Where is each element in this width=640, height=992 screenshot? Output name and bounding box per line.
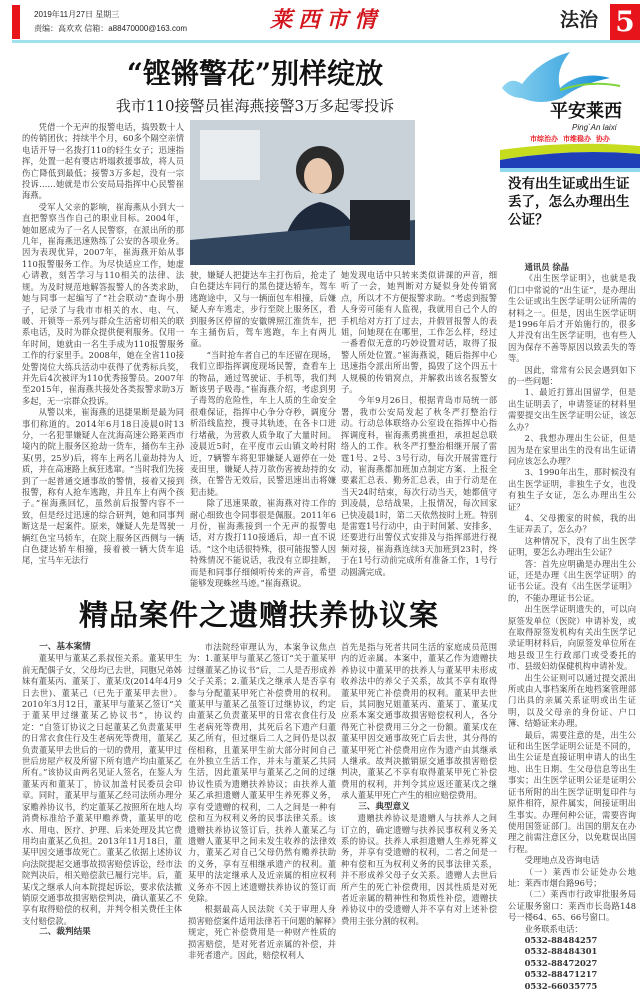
right-article-title: 没有出生证或出生证丢了，怎么办理出生公证？ [508,176,630,228]
paragraph: 她发现电话中只转来类似讲课的声音，细听了一会，她判断对方疑似身处传销窝点，所以才不方便报警求助。“考虑到报警人身旁可能有人监视，我就用自己个人的手机给对方打了过去，并假冒报警人的表姐，问她现在在哪里，工作怎么样，经过一番看似无意的巧妙设置对话，取得了报警人所处位置。”崔海燕说，随后指挥中心迅速指令派出所出警，捣毁了这个四五十人规模的传销窝点，并解救出该名报警女子。 [341,270,497,395]
section-heading: 三、典型意义 [358,801,410,812]
right-article-body [508,262,636,991]
paragraph: （二）莱西市行政审批服务局公证服务窗口：莱西市长岛路148号一楼64、65、66号窗口。 [508,889,636,923]
paragraph: 首先是指与死者共同生活的家庭成员范围内的近亲属。本案中，董某乙作为遗赠扶养协议中董某甲的扶养人与董某甲未形成收养法中的养父子关系，故其不享有取得董某甲死亡补偿费用的权利。董某甲去世后，其同胞兄姐董某丙、董某丁、董某戊应系本案交通事故损害赔偿权利人，各分得死亡补偿费用三分之一份额。董某戊在董某甲因交通事故死亡后去世，其分得的董某甲死亡补偿费用应作为遗产由其继承人继承。故判决撤销原交通事故损害赔偿判决，董某乙不享有取得董某甲死亡补偿费用的权利，并判令其应返还董某戊之继承人董某甲死亡产生的相应赔偿费用。 [341,642,497,801]
logo-pinyin: Ping`An laixi [572,123,617,132]
page-number: 5 [610,4,640,40]
paragraph: 业务联系电话： [524,923,583,934]
paragraph: 出生公证则可以通过提交派出所或由人事档案所在地档案管理部门出具的亲属关系证明或出生证明，以及父母亲的身份证、户口簿、结婚证来办理。 [508,672,636,729]
paragraph: （一）莱西市公证处办公地址：莱西市烟台路96号； [508,866,636,888]
paragraph: 答：首先应明确是办理出生公证，还是办理《出生医学证明》的证书公证。没有《出生医学证明》的，不能办理证书公证。 [508,558,636,603]
issue-date: 2019年11月27日 星期三 [34,10,120,19]
paragraph: 4、父母搬家的时候，我的出生证弄丢了，怎么办？ [508,512,636,535]
phone-number: 0532-88484301 [524,946,598,957]
paragraph: 除了迅速果敢，崔海燕对待工作的耐心细致也令同事很是佩服。2011年6月份，崔海燕接到一个无声的报警电话，对方拨打110接通后，却一直不说话。“这个电话很特殊，很可能报警人因特殊情况不能说话，我没有立即挂断，而是和同事仔细倾听传来的声音，希望能够发现蛛丝马迹。”崔海燕说。 [190,498,336,588]
paragraph: 最后，需要注意的是，出生公证和出生医学证明公证是不同的，出生公证是直接证明申请人的出生地、出生日期、生父母信息等出生事实；出生医学证明公证是证明公证书所附的出生医学证明复印件与原件相符，原件属实，间接证明出生事实。办理何种公证，需要咨询使用国签证部门。出国的朋友在办理之前需注意区分，以免耽误出国行程。 [508,729,636,854]
article2-title: 精品案件之遗赠扶养协议案 [78,598,439,632]
logo-title: 平安莱西 [550,101,622,121]
paragraph: 受理地点及咨询电话 [524,855,600,866]
photo-image [190,120,415,265]
paragraph: “当时抢车者自己的车还留在现场，我们立即指挥调度现场民警，查看车上的物品，通过驾驶证、手机等，我们判断该男子吸毒。”崔海燕介绍，考虑到男子毒驾的危险性，车上人质的生命安全很难保证，指挥中心争分夺秒，调度分析沿线监控，搜寻其轨迹，在各卡口进行堵截，为营救人质争取了大量时间。凌晨近5时，在平度市云山镇文岭村附近，7辆警车将犯罪嫌疑人逼停在一处麦田里，嫌疑人持刀欲伤害被劫持的女孩，在警告无效后，民警迅速出击将嫌犯击毙。 [190,349,336,497]
masthead: 莱西市情 [270,7,383,33]
article2-column-3 [341,642,497,942]
paragraph: 1、最近打算出国留学，但是出生证明丢了，申请签证的材料里需要提交出生医学证明公证，该怎么办？ [508,387,636,432]
article2-column-1 [22,642,182,942]
paragraph: 3、1990年出生，那时候没有出生医学证明，非独生子女，也没有独生子女证，怎么办理出生公证？ [508,467,636,512]
paragraph: 驶，嫌疑人把捷达车主打伤后，抢走了白色捷达车同行的黑色捷达轿车，驾车逃跑途中，又与一辆面包车相撞，后嫌疑人弃车逃走，步行至院上服务区，看到服务区停留的安徽牌照江淮货车，把车主捅伤后，驾车逃跑，车上有两儿童。 [190,270,336,349]
header-meta [34,8,187,36]
paragraph: 根据最高人民法院《关于审理人身损害赔偿案件适用法律若干问题的解释》规定，死亡补偿费用是一种财产性质的损害赔偿，是对死者近亲属的补偿，并非死者遗产。因此，赔偿权利人 [188,904,336,960]
article1-title: “铿锵警花”别样绽放 [126,57,384,90]
paragraph: 2、我想办理出生公证，但是因为是在家里出生的没有出生证请问应该怎么办理？ [508,433,636,466]
section-heading: 一、基本案情 [39,642,91,652]
paragraph: 这种情况下，没有了出生医学证明，要怎么办理出生公证？ [508,535,636,558]
photo-operator-at-desk [190,120,415,265]
article2-column-2 [188,642,336,960]
paragraph: 因此，常常有公民会遇到如下的一些问题： [508,364,636,387]
paragraph: 从警以来，崔海燕的迅捷果断是最为同事们称道的。2014年6月18日凌晨0时13分，一名犯罪嫌疑人在沈海高速公路莱西市境内的院上服务区抢劫一货车，捅伤车主孙某(男，25岁)后，将车上两名儿童劫持为人质，并在高速路上疯狂逃窜。“当时我们先接到了一起普通交通事故的警情，接着又接到报警，称有人抢车逃跑，并且车上有两个孩子。”崔海燕回忆，虽然前后报警内容不一致，但是经过迅速的综合研判，她和同事判断这是一起案件。原来，嫌疑人先是驾驶一辆红色宝马轿车，在院上服务区西侧与一辆白色捷达轿车相撞，接着被一辆大货车追尾，宝马车无法行 [22,407,184,566]
byline: 通讯员 徐晶 [524,262,569,272]
ping-an-laixi-logo [500,44,640,172]
article1-column-2 [190,270,336,588]
section-name: 法治 [560,10,599,31]
logo-org: 市综治办 市维稳办 协办 [530,136,610,143]
paragraph: 董某甲与董某乙系叔侄关系。董某甲生前无配偶子女，父母均已去世，同胞兄弟姊妹有董某丙、董某丁、董某戊(2014年4月9日去世)、董某己（已先于董某甲去世）。2010年3月12日，董某甲与董某乙签订“关于董某甲过继董某乙协议书”，协议约定：“自签订协议之日起董某乙负责董某甲的日常衣食住行及生老病死等费用，董某乙负责董某甲去世后的一切的费用，董某甲过世后房屋产权及所留下所有遗产均由董某乙所有。”该协议由两名见证人签名，在鉴人为董某丙和董某丁，协议加盖村民委员会印章。同时，董某甲与董某乙经司法所办理分家赡养协议书，约定董某乙按照所在地人均消费标准给予董某甲赡养费，董某甲的吃水、用电、医疗、护理、后来处理及其它费用均由董某乙负担。2013年11月18日，董某甲因交通事故死亡。董某乙依据上述协议向法院提起交通事故损害赔偿诉讼，经市法院判决后，相关赔偿款已履行完毕。后，董某戊之继承人向本院提起诉讼，要求依法撤销原交通事故损害赔偿判决，确认董某乙不享有取得赔偿的权利，并判令相关费任主体支付赔偿款。 [22,653,182,926]
phone-number: 0532-88472027 [524,957,598,968]
paragraph: 凭借一个无声的报警电话，捣毁数十人的传销团伙；持续半个月，60多个隔空亲情电话开导一名拨打110的轻生女子；迅速指挥，处置一起有婴店坍塌救援事故，将人员伤亡降低到最低；接警3万多起，没有一宗投诉……她就是市公安局局指挥中心民警崔海燕。 [22,122,184,201]
paragraph: 出生医学证明遗失的，可以向原签发单位（医院）申请补发，或在取得原签发机构有关出生医学记录证明材料后，向原签发单位所在地县级卫生行政部门或受委托的市、县级妇幼保健机构申请补发。 [508,604,636,672]
article1-column-1 [22,122,184,587]
paragraph: 《出生医学证明》，也就是我们口中常说的“出生证”，是办理出生公证或出生医学证明公证所需的材料之一。但是，因出生医学证明是1996年后才开始施行的，很多人并没有出生医学证明，也有些人因为保存不善等原因以致丢失的等等。 [508,273,636,364]
paragraph: 市法院经审理认为，本案争议焦点为：1.董某甲与董某乙签订“关于董某甲过继董某乙协议书”后，二人是否形成养父子关系；2.董某戊之继承人是否享有参与分配董某甲死亡补偿费用的权利。董某甲与董某乙虽签订过继协议，约定由董某乙负责董某甲的日常衣食住行及生老病死等费用，其死后名下遗产归董某乙所有，但过继后二人之间仍是以叔侄相称，且董某甲生前大部分时间自己在外独立生活工作，并未与董某乙共同生活，因此董某甲与董某乙之间的过继协议性质为遗赠扶养协议；由扶养人董某乙承担遗赠人董某甲生养死葬义务，享有受遗赠的权利，二人之间是一种有偿和互为权利义务的民事法律关系。该遗赠扶养协议签订后，扶养人董某乙与遗赠人董某甲之间未发生收养的法律效力，董某乙对自己父母仍然有赡养扶助的义务，享有互相继承遗产的权利。董某甲的法定继承人及近亲属的相应权利义务亦不因上述遗赠扶养协议的签订而免除。 [188,642,336,903]
paragraph: 遗赠扶养协议是遗赠人与扶养人之间订立的，确定遗赠与扶养民事权利义务关系的协议。扶养人承担遗赠人生养死葬义务，并享有受遗赠的权利，二者之间是一种有偿和互为权利义务的民事法律关系，并不形成养父母子女关系。遗赠人去世后所产生的死亡补偿费用，因其性质是对死者近亲属的精神性和物质性补偿，遗赠扶养协议中的受遗赠人并不享有对上述补偿费用主张分割的权利。 [341,813,497,926]
phone-number: 0532-88471217 [524,969,598,980]
phone-list [508,935,636,992]
section-heading: 二、裁判结果 [39,927,91,938]
phone-number: 0532-88484257 [524,934,598,945]
phone-number: 0532-66035775 [524,980,598,991]
article1-subtitle: 我市110接警员崔海燕接警3万多起零投诉 [115,97,395,115]
header-rule [12,40,640,43]
editor-info: 责编：高欢欢 信箱：a88470000@163.com [34,24,188,33]
article1-column-3 [341,270,497,577]
header-red-bar [12,5,20,39]
paragraph: 受军人父亲的影响，崔海燕从小到大一直把警察当作自己的职业目标。2004年，她如愿成为了一名人民警察，在派出所的那几年，崔海燕迅速熟练了公安的各项业务。因为表现优异，2007年，崔海燕开始从事110报警服务工作。为尽快适应工作，她虚心请教，刻苦学习与110相关的法律、法规。为及时规范地解答报警人的各类求助，她与同事一起编写了“社会联动”查询小册子，记录了与我市市相关的水、电、气、暖、开锁等一系列与群众生活密切相关的联系电话，及时为群众提供便利服务。仅用一年时间，她就由一名生手成为110报警服务工作的行家里手。2008年，她在全省110接处警岗位大练兵活动中获得了优秀标兵奖，并先后4次被评为110优秀接警员。2007年至2015年，崔海燕共接处各类报警求助3万多起，无一宗群众投诉。 [22,201,184,406]
paragraph: 今年9月26日，根据青岛市局统一部署，我市公安局发起了秋冬严打整治行动。行动总体联络办公室设在指挥中心指挥调度科，崔海燕勇挑重担，承担起总联络人的工作。秋冬严打整治相继开展了雷霆1号、2号、3号行动，每次开展雷霆行动，崔海燕都加班加点制定方案、上报全要素汇总表、勤务汇总表，由于行动是在当天24时结束，每次行动当天，她都值守到凌晨，总结战果，上报情况，每次回家已快凌晨1时，第二天依然按时上班。特别是雷霆1号行动中，由于时间紧、安排多，还要进行出警仪式安排及与指挥部进行视频对接，崔海燕连续3天加班到23时，终于在1号行动前完成所有准备工作，1号行动圆满完成。 [341,395,497,577]
